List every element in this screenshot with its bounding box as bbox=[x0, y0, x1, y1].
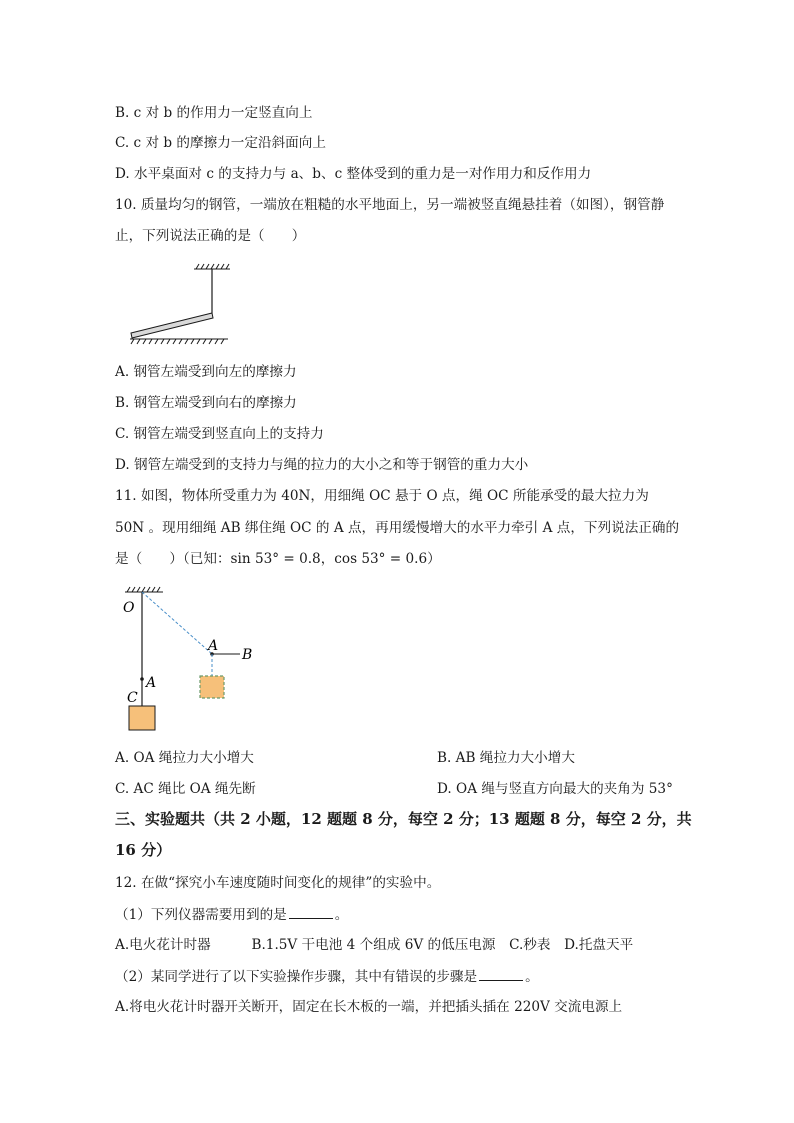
point-a-lower bbox=[140, 677, 144, 681]
steel-pipe bbox=[131, 313, 213, 338]
question-12-part1-text: （1）下列仪器需要用到的是 bbox=[115, 907, 287, 923]
question-12: 12. 在做“探究小车速度随时间变化的规律”的实验中。 bbox=[115, 875, 441, 891]
option-d-q9: D. 水平桌面对 c 的支持力与 a、b、c 整体受到的重力是一对作用力和反作用力 bbox=[115, 166, 592, 182]
block-displaced bbox=[200, 676, 224, 698]
option-b-q10: B. 钢管左端受到向右的摩擦力 bbox=[115, 395, 297, 411]
question-12-part2-end: 。 bbox=[525, 969, 539, 985]
answer-blank-2[interactable] bbox=[479, 966, 523, 981]
label-c: C bbox=[127, 690, 138, 706]
ceiling-hatch bbox=[194, 264, 230, 269]
block-c bbox=[129, 706, 155, 730]
ceiling-hatch bbox=[125, 587, 163, 592]
dashed-rope-oa bbox=[142, 592, 212, 654]
question-11-line3: 是（ ）（已知：sin 53° = 0.8，cos 53° = 0.6） bbox=[115, 551, 441, 567]
label-b: B bbox=[242, 647, 253, 663]
question-12-part1-end: 。 bbox=[334, 907, 349, 923]
question-12-part2 bbox=[115, 966, 539, 987]
option-a-q11: A. OA 绳拉力大小增大 bbox=[115, 750, 254, 766]
section-3-heading-line2: 16 分） bbox=[115, 841, 172, 859]
section-3-heading-line1: 三、实验题共（共 2 小题，12 题题 8 分，每空 2 分；13 题题 8 分，每空 2 分，共 bbox=[115, 810, 692, 828]
option-c-q9: C. c 对 b 的摩擦力一定沿斜面向上 bbox=[115, 135, 326, 151]
question-12-step-a: A.将电火花计时器开关断开，固定在长木板的一端，并把插头插在 220V 交流电源上 bbox=[115, 999, 623, 1015]
ground-hatch bbox=[130, 339, 228, 344]
option-c-q10: C. 钢管左端受到竖直向上的支持力 bbox=[115, 426, 324, 442]
question-11-line1: 11. 如图，物体所受重力为 40N，用细绳 OC 悬于 O 点，绳 OC 所能承受的最大拉力为 bbox=[115, 488, 649, 504]
label-o: O bbox=[123, 600, 135, 616]
question-12-options: A.电火花计时器 B.1.5V 干电池 4 个组成 6V 的低压电源 C.秒表 D.托盘天平 bbox=[115, 937, 634, 953]
steel-pipe-figure bbox=[128, 263, 233, 345]
question-10-line2: 止，下列说法正确的是（ ） bbox=[115, 228, 306, 244]
question-12-part2-text: （2）某同学进行了以下实验操作步骤，其中有错误的步骤是 bbox=[115, 969, 478, 985]
question-11-line2: 50N 。现用细绳 AB 绑住绳 OC 的 A 点，再用缓慢增大的水平力牵引 A 点，下列说法正确的 bbox=[115, 520, 680, 536]
option-a-q10: A. 钢管左端受到向左的摩擦力 bbox=[115, 364, 297, 380]
rope-block-figure bbox=[115, 584, 265, 734]
label-a-upper: A bbox=[208, 638, 219, 654]
option-b-q11: B. AB 绳拉力大小增大 bbox=[437, 750, 575, 766]
option-d-q10: D. 钢管左端受到的支持力与绳的拉力的大小之和等于钢管的重力大小 bbox=[115, 457, 529, 473]
option-c-q11: C. AC 绳比 OA 绳先断 bbox=[115, 781, 256, 797]
question-12-part1 bbox=[115, 904, 348, 925]
option-d-q11: D. OA 绳与竖直方向最大的夹角为 53° bbox=[437, 781, 673, 797]
option-b-q9: B. c 对 b 的作用力一定竖直向上 bbox=[115, 105, 313, 121]
answer-blank-1[interactable] bbox=[289, 904, 333, 919]
label-a-lower: A bbox=[146, 675, 157, 691]
question-10-line1: 10. 质量均匀的钢管，一端放在粗糙的水平地面上，另一端被竖直绳悬挂着（如图），钢管静 bbox=[115, 197, 665, 213]
